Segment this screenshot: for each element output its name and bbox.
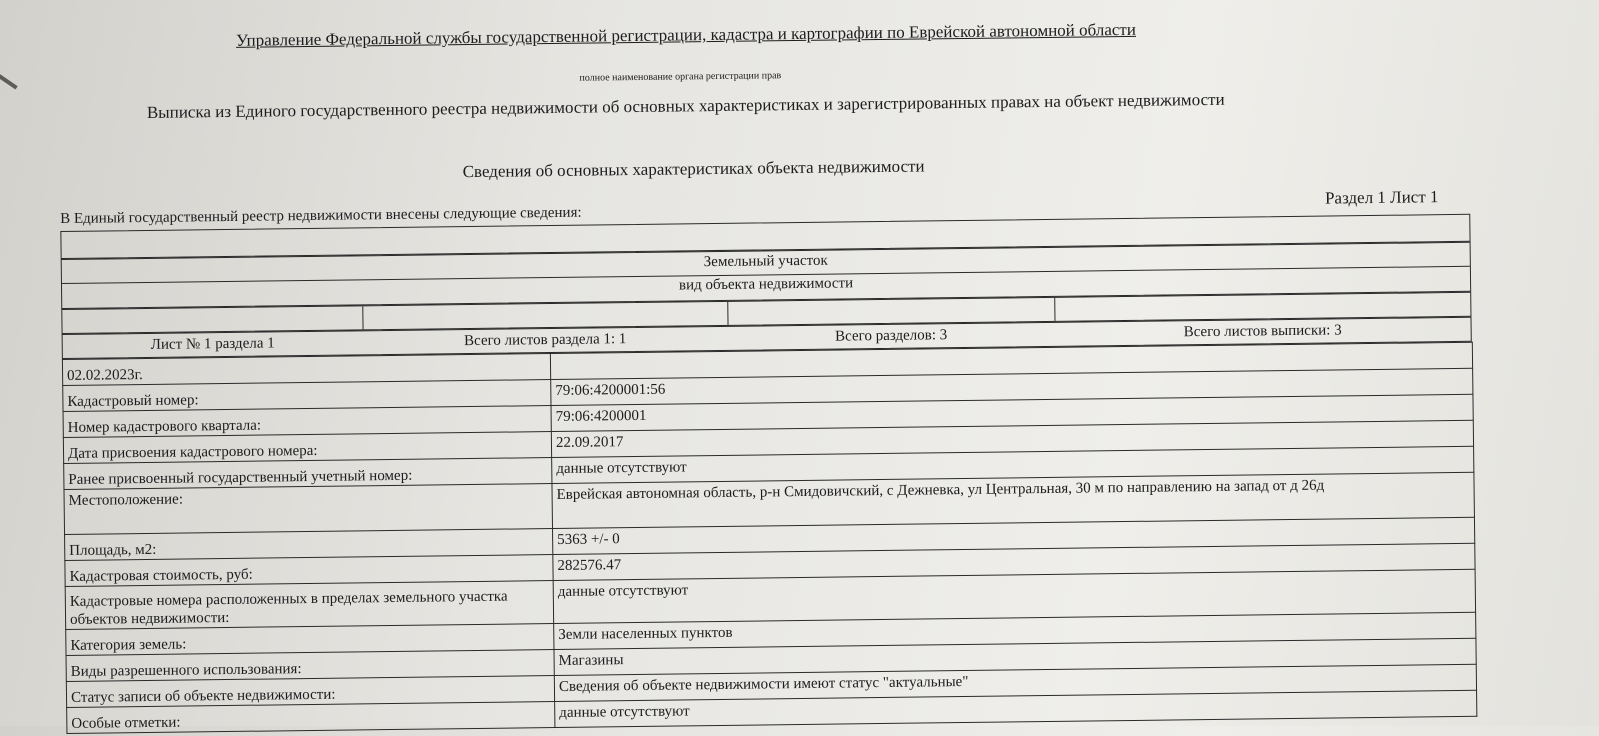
row-label: Кадастровая стоимость, руб: (65, 555, 553, 587)
intro-text: В Единый государственный реестр недвижимости внесены следующие сведения: (60, 204, 582, 228)
row-value: Еврейская автономная область, р-н Смидовичский, с Дежневка, ул Центральная, 30 м по направлению на запад от д 26д (552, 472, 1474, 528)
row-value: 5363 +/- 0 (553, 517, 1475, 554)
row-value: Сведения об объекте недвижимости имеют статус "актуальные" (554, 664, 1476, 701)
row-label: Площадь, м2: (65, 529, 553, 561)
row-value: 79:06:4200001 (551, 394, 1473, 431)
total-extract-sheets: Всего листов выписки: 3 (1183, 322, 1342, 341)
characteristics-table (62, 342, 1477, 734)
row-label: Номер кадастрового квартала: (63, 406, 551, 438)
total-sections: Всего разделов: 3 (835, 327, 948, 345)
row-label: Местоположение: (64, 484, 553, 535)
row-label: Кадастровый номер: (63, 380, 551, 412)
sheet-number: Лист № 1 раздела 1 (150, 335, 275, 353)
row-value: Земли населенных пунктов (554, 612, 1476, 649)
row-label: Категория земель: (66, 624, 554, 656)
row-label: 02.02.2023г. (62, 354, 550, 386)
row-value: данные отсутствуют (553, 569, 1475, 623)
agency-name: Управление Федеральной службы государственной регистрации, кадастра и картографии по Еврейской автономной области (235, 19, 1137, 50)
section-title: Сведения об основных характеристиках объекта недвижимости (462, 156, 925, 182)
row-label: Статус записи об объекте недвижимости: (66, 676, 554, 708)
total-section-sheets: Всего листов раздела 1: 1 (463, 331, 627, 350)
row-label: Особые отметки: (67, 702, 555, 734)
row-value: 22.09.2017 (551, 420, 1473, 457)
object-type-value: Земельный участок (62, 245, 1470, 284)
section-sheet-label: Раздел 1 Лист 1 (1324, 187, 1439, 208)
document-title: Выписка из Единого государственного реестра недвижимости об основных характеристиках и зарегистрированных правах на объект недвижимости (146, 89, 1225, 122)
row-label: Ранее присвоенный государственный учетный номер: (64, 458, 552, 490)
row-value: данные отсутствуют (552, 446, 1474, 483)
object-type-caption: вид объекта недвижимости (678, 275, 854, 294)
row-label: Кадастровые номера расположенных в пределах земельного участка объектов недвижимости: (65, 581, 553, 630)
row-label: Виды разрешенного использования: (66, 650, 554, 682)
row-label: Дата присвоения кадастрового номера: (63, 432, 551, 464)
row-value: Магазины (554, 638, 1476, 675)
pen-mark (0, 74, 18, 90)
agency-caption: полное наименование органа регистрации прав (579, 70, 782, 84)
row-value: 79:06:4200001:56 (551, 368, 1473, 405)
row-value: 282576.47 (553, 543, 1475, 580)
row-value: данные отсутствуют (555, 690, 1477, 727)
